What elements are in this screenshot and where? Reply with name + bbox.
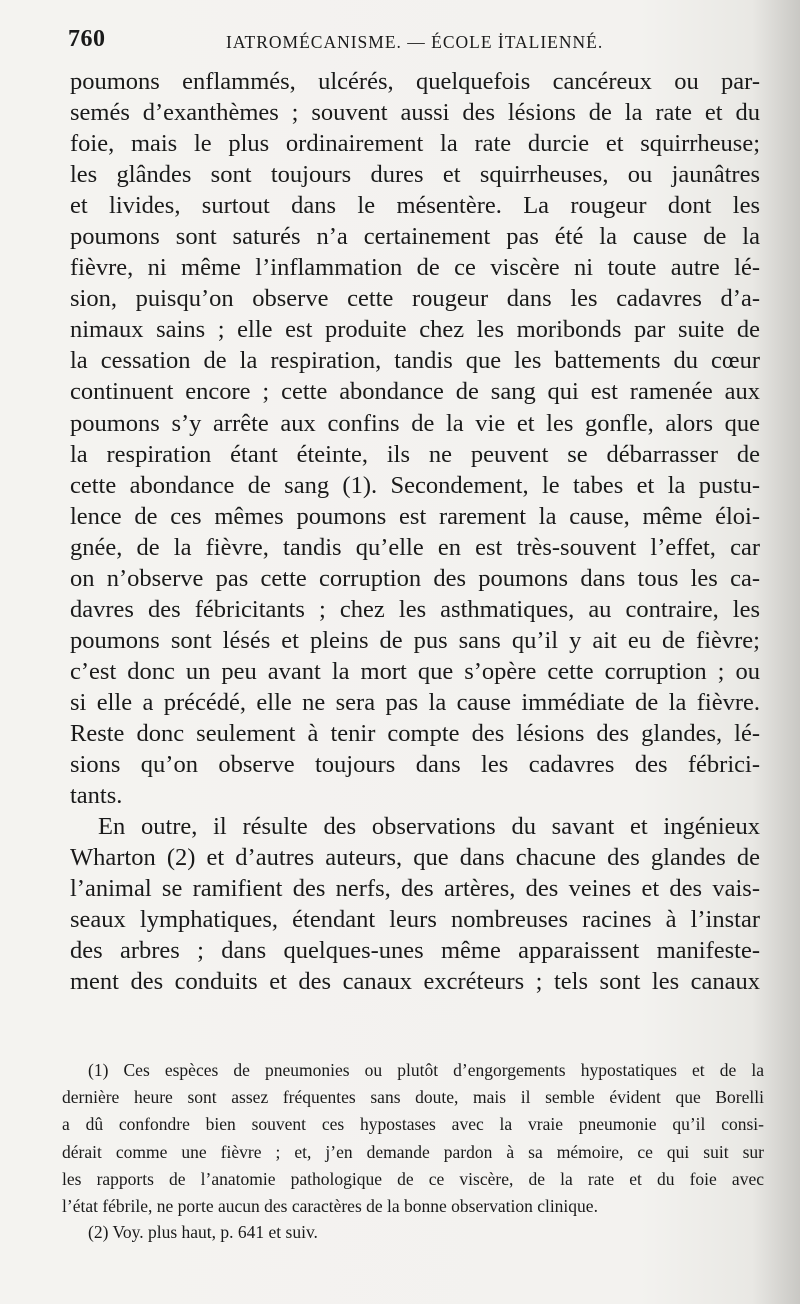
text-line: l’animal se ramifient des nerfs, des artères, des veines et des vais- bbox=[70, 875, 760, 903]
text-line: semés d’exanthèmes ; souvent aussi des lésions de la rate et du bbox=[70, 99, 760, 127]
footnote-line: les rapports de l’anatomie pathologique de ce viscère, de la rate et du foie avec bbox=[62, 1168, 764, 1189]
text-line: les glândes sont toujours dures et squirrheuses, ou jaunâtres bbox=[70, 161, 760, 189]
text-line: c’est donc un peu avant la mort que s’opère cette corruption ; ou bbox=[70, 657, 760, 685]
text-line: continuent encore ; cette abondance de sang qui est ramenée aux bbox=[70, 378, 760, 406]
footnote-line: dérait comme une fièvre ; et, j’en demande pardon à sa mémoire, ce qui suit sur bbox=[62, 1141, 764, 1162]
footnote-line: a dû confondre bien souvent ces hypostases avec la vraie pneumonie qu’il consi- bbox=[62, 1114, 764, 1135]
footnote-2: (2) Voy. plus haut, p. 641 et suiv. bbox=[88, 1222, 318, 1242]
text-line: seaux lymphatiques, étendant leurs nombreuses racines à l’instar bbox=[70, 906, 760, 934]
text-line: sion, puisqu’on observe cette rougeur dans les cadavres d’a- bbox=[70, 285, 760, 313]
text-line: si elle a précédé, elle ne sera pas la cause immédiate de la fièvre. bbox=[70, 688, 760, 716]
text-line: poumons sont saturés n’a certainement pas été la cause de la bbox=[70, 223, 760, 251]
text-line: la respiration étant éteinte, ils ne peuvent se débarrasser de bbox=[70, 440, 760, 468]
text-line: lence de ces mêmes poumons est rarement la cause, même éloi- bbox=[70, 502, 760, 530]
text-line: poumons s’y arrête aux confins de la vie et les gonfle, alors que bbox=[70, 409, 760, 437]
text-line: En outre, il résulte des observations du savant et ingénieux bbox=[98, 813, 760, 841]
text-line: foie, mais le plus ordinairement la rate durcie et squirrheuse; bbox=[70, 130, 760, 158]
text-line: et livides, surtout dans le mésentère. La rougeur dont les bbox=[70, 192, 760, 220]
footnote-line: (1) Ces espèces de pneumonies ou plutôt d’engorgements hypostatiques et de la bbox=[88, 1060, 764, 1080]
page-number: 760 bbox=[68, 26, 106, 52]
body-text bbox=[70, 66, 760, 997]
text-line: Reste donc seulement à tenir compte des lésions des glandes, lé- bbox=[70, 719, 760, 747]
text-line: poumons sont lésés et pleins de pus sans qu’il y ait eu de fièvre; bbox=[70, 626, 760, 654]
text-line: la cessation de la respiration, tandis que les battements du cœur bbox=[70, 347, 760, 375]
text-line: davres des fébricitants ; chez les asthmatiques, au contraire, les bbox=[70, 595, 760, 623]
text-line: fièvre, ni même l’inflammation de ce viscère ni toute autre lé- bbox=[70, 254, 760, 282]
text-line: tants. bbox=[70, 782, 123, 810]
running-head: IATROMÉCANISME. — ÉCOLE İTALIENNÉ. bbox=[226, 32, 604, 52]
footnote-line: dernière heure sont assez fréquentes sans doute, mais il semble évident que Borelli bbox=[62, 1087, 764, 1108]
text-line: ment des conduits et des canaux excréteurs ; tels sont les canaux bbox=[70, 968, 760, 996]
text-line: on n’observe pas cette corruption des poumons dans tous les ca- bbox=[70, 564, 760, 592]
text-line: sions qu’on observe toujours dans les cadavres des fébrici- bbox=[70, 751, 760, 779]
text-line: poumons enflammés, ulcérés, quelquefois cancéreux ou par- bbox=[70, 68, 760, 95]
text-line: nimaux sains ; elle est produite chez les moribonds par suite de bbox=[70, 316, 760, 344]
text-line: des arbres ; dans quelques-unes même apparaissent manifeste- bbox=[70, 937, 760, 965]
footnotes bbox=[62, 1057, 764, 1220]
footnote-line: l’état fébrile, ne porte aucun des caractères de la bonne observation clinique. bbox=[62, 1195, 598, 1216]
text-line: cette abondance de sang (1). Secondement, le tabes et la pustu- bbox=[70, 471, 760, 499]
text-line: gnée, de la fièvre, tandis qu’elle en est très-souvent l’effet, car bbox=[70, 533, 760, 561]
text-line: Wharton (2) et d’autres auteurs, que dans chacune des glandes de bbox=[70, 844, 760, 872]
page-header bbox=[68, 22, 758, 62]
